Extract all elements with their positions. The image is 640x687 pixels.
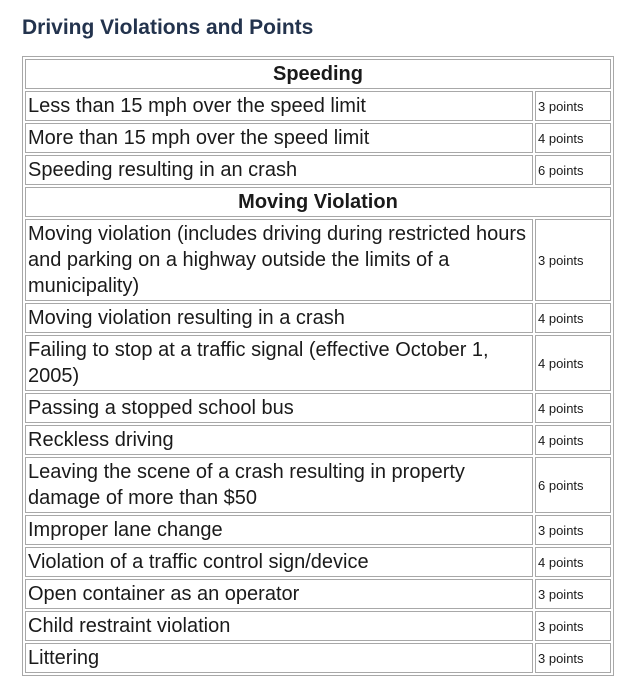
violation-cell: Violation of a traffic control sign/device [25,547,533,577]
table-row [25,457,611,513]
points-cell: 3 points [535,611,611,641]
points-cell: 4 points [535,425,611,455]
table-row [25,579,611,609]
points-cell: 4 points [535,335,611,391]
table-row [25,155,611,185]
violation-cell: Child restraint violation [25,611,533,641]
violation-cell: Open container as an operator [25,579,533,609]
points-cell: 6 points [535,457,611,513]
table-row [25,611,611,641]
points-cell: 3 points [535,579,611,609]
points-cell: 3 points [535,91,611,121]
table-row [25,335,611,391]
violation-cell: Failing to stop at a traffic signal (effective October 1, 2005) [25,335,533,391]
section-header-moving-violation: Moving Violation [25,187,611,217]
table-row [25,123,611,153]
points-cell: 3 points [535,219,611,301]
violation-cell: Speeding resulting in an crash [25,155,533,185]
table-row [25,515,611,545]
section-header-row [25,187,611,217]
points-cell: 4 points [535,393,611,423]
points-cell: 4 points [535,123,611,153]
violation-cell: Reckless driving [25,425,533,455]
table-row [25,303,611,333]
section-header-speeding: Speeding [25,59,611,89]
points-cell: 3 points [535,643,611,673]
table-row [25,547,611,577]
violation-cell: Improper lane change [25,515,533,545]
page-title: Driving Violations and Points [22,16,314,39]
table-row [25,643,611,673]
violation-cell: Littering [25,643,533,673]
violation-cell: Moving violation resulting in a crash [25,303,533,333]
table-row [25,91,611,121]
section-header-row [25,59,611,89]
table-row [25,219,611,301]
points-cell: 4 points [535,547,611,577]
violation-cell: Moving violation (includes driving during restricted hours and parking on a highway outside the limits of a municipality) [25,219,533,301]
violation-cell: More than 15 mph over the speed limit [25,123,533,153]
points-cell: 3 points [535,515,611,545]
table-row [25,393,611,423]
violation-cell: Leaving the scene of a crash resulting in property damage of more than $50 [25,457,533,513]
violations-points-table [22,56,614,676]
violation-cell: Less than 15 mph over the speed limit [25,91,533,121]
points-cell: 4 points [535,303,611,333]
violation-cell: Passing a stopped school bus [25,393,533,423]
points-cell: 6 points [535,155,611,185]
table-row [25,425,611,455]
